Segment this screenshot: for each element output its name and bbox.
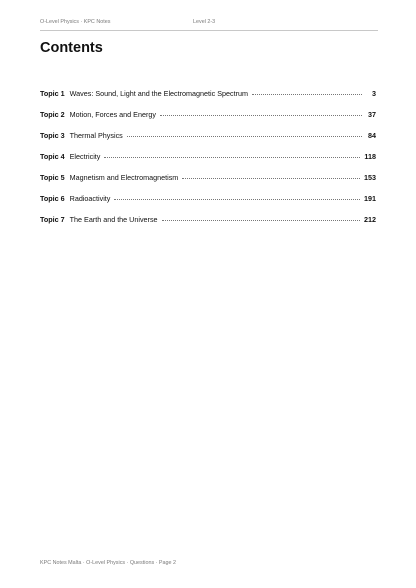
page-number: 191: [364, 194, 376, 203]
dot-leader: [160, 114, 362, 116]
toc-entry-topic-1[interactable]: [40, 89, 376, 110]
topic-title: Radioactivity: [69, 194, 111, 203]
page-number: 84: [368, 131, 376, 140]
topic-title: Motion, Forces and Energy: [69, 110, 156, 119]
dot-leader: [127, 135, 362, 137]
topic-number: Topic 6: [40, 194, 65, 203]
topic-title: Waves: Sound, Light and the Electromagnetic Spectrum: [69, 89, 248, 98]
dot-leader: [162, 219, 360, 221]
page-number: 212: [364, 215, 376, 224]
dot-leader: [114, 198, 360, 200]
topic-number: Topic 1: [40, 89, 65, 98]
topic-number: Topic 7: [40, 215, 65, 224]
toc-entry-topic-4[interactable]: [40, 152, 376, 173]
topic-number: Topic 3: [40, 131, 65, 140]
topic-title: The Earth and the Universe: [69, 215, 158, 224]
topic-number: Topic 2: [40, 110, 65, 119]
toc-entry-topic-5[interactable]: [40, 173, 376, 194]
toc-entry-topic-2[interactable]: [40, 110, 376, 131]
toc-entry-topic-3[interactable]: [40, 131, 376, 152]
topic-title: Thermal Physics: [69, 131, 123, 140]
header-level-text: Level 2-3: [193, 19, 216, 25]
topic-number: Topic 4: [40, 152, 65, 161]
table-of-contents: [40, 89, 376, 236]
dot-leader: [252, 93, 362, 95]
page-footer: KPC Notes Malta · O-Level Physics · Questions · Page 2: [40, 560, 177, 566]
page-number: 3: [372, 89, 376, 98]
topic-title: Magnetism and Electromagnetism: [69, 173, 179, 182]
toc-entry-topic-7[interactable]: [40, 215, 376, 236]
page-number: 118: [364, 152, 376, 161]
dot-leader: [182, 177, 360, 179]
dot-leader: [104, 156, 360, 158]
toc-entry-topic-6[interactable]: [40, 194, 376, 215]
page-header: [40, 18, 378, 31]
topic-title: Electricity: [69, 152, 101, 161]
page-number: 37: [368, 110, 376, 119]
page-number: 153: [364, 173, 376, 182]
header-left-text: O-Level Physics · KPC Notes: [40, 19, 111, 25]
page-title: Contents: [40, 40, 103, 56]
topic-number: Topic 5: [40, 173, 65, 182]
